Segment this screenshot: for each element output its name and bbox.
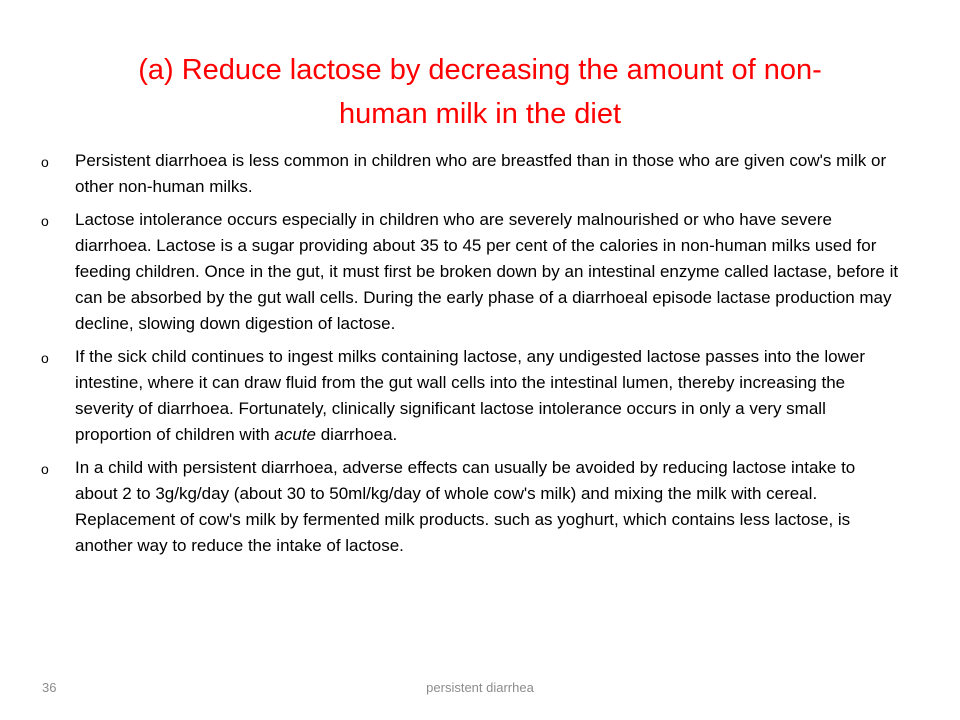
slide-title	[60, 48, 900, 136]
bullet-text-italic: acute	[274, 425, 316, 444]
bullet-marker-icon: o	[41, 350, 49, 366]
bullet-item	[0, 344, 960, 448]
footer-text: persistent diarrhea	[426, 680, 534, 695]
bullet-marker-icon: o	[41, 154, 49, 170]
bullet-item	[0, 148, 960, 200]
bullet-text-part: If the sick child continues to ingest milks containing lactose, any undigested lactose passes into the lower intestine, where it can draw fluid from the gut wall cells into the intestinal lumen, thereby increasing the severity of diarrhoea. Fortunately, clinically significant lactose intolerance occurs in only a very small proportion of children with	[75, 347, 865, 444]
bullet-list	[0, 148, 960, 566]
bullet-marker-icon: o	[41, 213, 49, 229]
bullet-text: Lactose intolerance occurs especially in children who are severely malnourished or who have severe diarrhoea. Lactose is a sugar providing about 35 to 45 per cent of the calories in non-human milks used for feeding children. Once in the gut, it must first be broken down by an intestinal enzyme called lactase, before it can be absorbed by the gut wall cells. During the early phase of a diarrhoeal episode lactase production may decline, slowing down digestion of lactose.	[75, 210, 899, 333]
bullet-text: Persistent diarrhoea is less common in children who are breastfed than in those who are given cow's milk or other non-human milks.	[75, 151, 887, 196]
bullet-text-part: diarrhoea.	[315, 425, 398, 444]
slide-title-line-2: human milk in the diet	[338, 98, 622, 130]
slide-title-line-1: (a) Reduce lactose by decreasing the amount of non-	[138, 54, 822, 86]
bullet-text: In a child with persistent diarrhoea, adverse effects can usually be avoided by reducing lactose intake to about 2 to 3g/kg/day (about 30 to 50ml/kg/day of whole cow's milk) and mixing the milk with cereal. Replacement of cow's milk by fermented milk products. such as yoghurt, which contains less lactose, is another way to reduce the intake of lactose.	[75, 458, 856, 555]
bullet-marker-icon: o	[41, 461, 49, 477]
bullet-text	[75, 347, 865, 444]
bullet-item	[0, 455, 960, 559]
bullet-item	[0, 207, 960, 337]
footer-page-number: 36	[42, 680, 57, 695]
